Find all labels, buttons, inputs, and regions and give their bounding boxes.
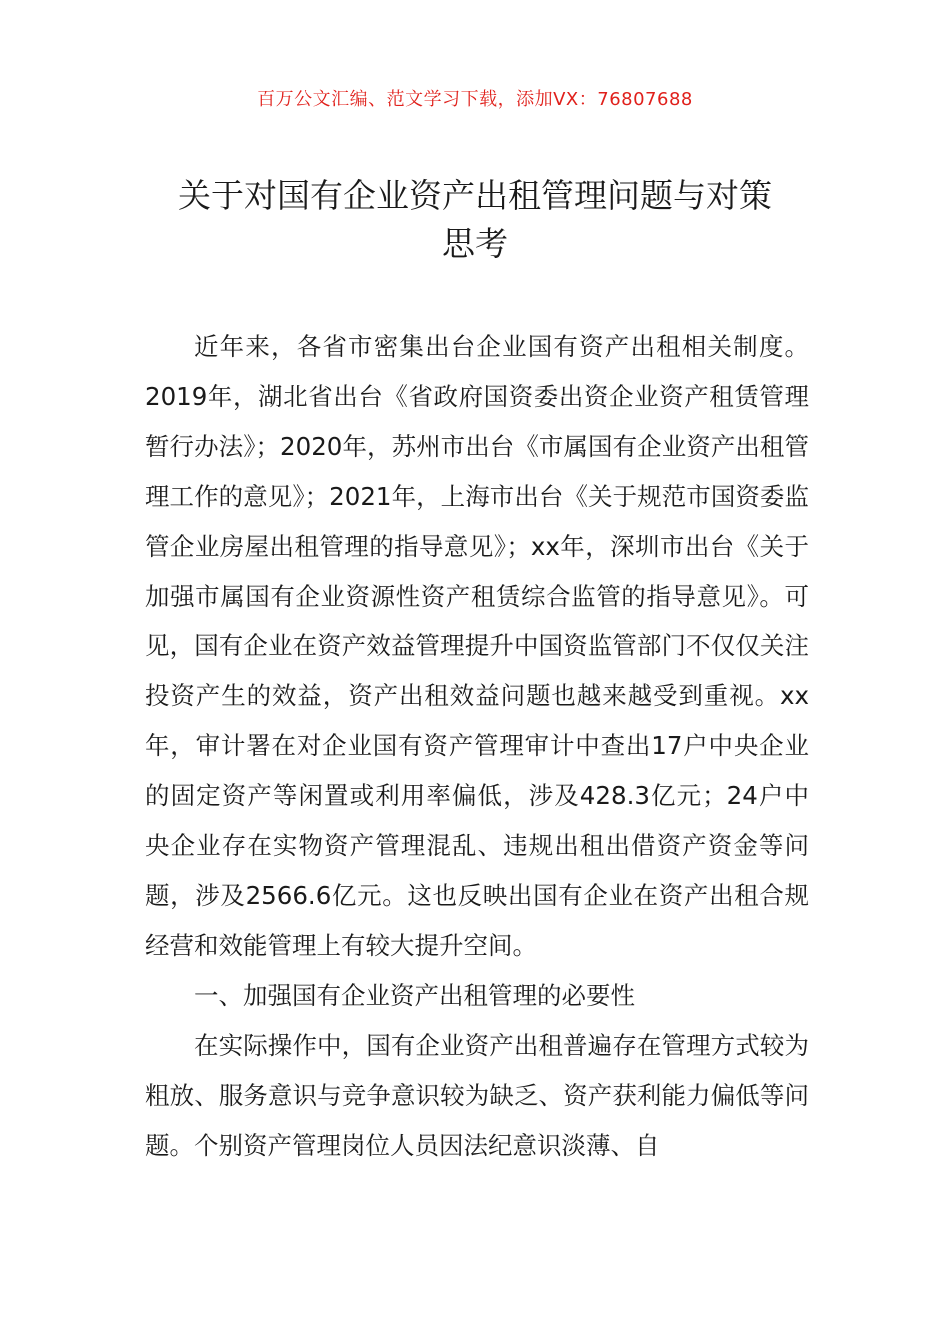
header-banner: 百万公文汇编、范文学习下载，添加VX：76807688 (257, 89, 693, 110)
title-line-2: 思考 (442, 224, 508, 263)
title-line-1: 关于对国有企业资产出租管理问题与对策 (178, 176, 772, 215)
paragraph-intro: 近年来，各省市密集出台企业国有资产出租相关制度。2019年，湖北省出台《省政府国资委出资企业资产租赁管理暂行办法》；2020年，苏州市出台《市属国有企业资产出租管理工作的意见》；2021年，上海市出台《关于规范市国资委监管企业房屋出租管理的指导意见》；xx年，深圳市出台《关于加强市属国有企业资源性资产租赁综合监管的指导意见》。可见，国有企业在资产效益管理提升中国资监管部门不仅仅关注投资产生的效益，资产出租效益问题也越来越受到重视。xx年，审计署在对企业国有资产管理审计中查出17户中央企业的固定资产等闲置或利用率偏低，涉及428.3亿元；24户中央企业存在实物资产管理混乱、违规出租出借资产资金等问题，涉及2566.6亿元。这也反映出国有企业在资产出租合规经营和效能管理上有较大提升空间。 (145, 332, 809, 960)
document-title (120, 172, 830, 268)
section-heading-1: 一、加强国有企业资产出租管理的必要性 (194, 980, 635, 1010)
paragraph-section-1: 在实际操作中，国有企业资产出租普遍存在管理方式较为粗放、服务意识与竞争意识较为缺乏、资产获利能力偏低等问题。个别资产管理岗位人员因法纪意识淡薄、自 (145, 1030, 809, 1160)
document-body (145, 322, 809, 1170)
